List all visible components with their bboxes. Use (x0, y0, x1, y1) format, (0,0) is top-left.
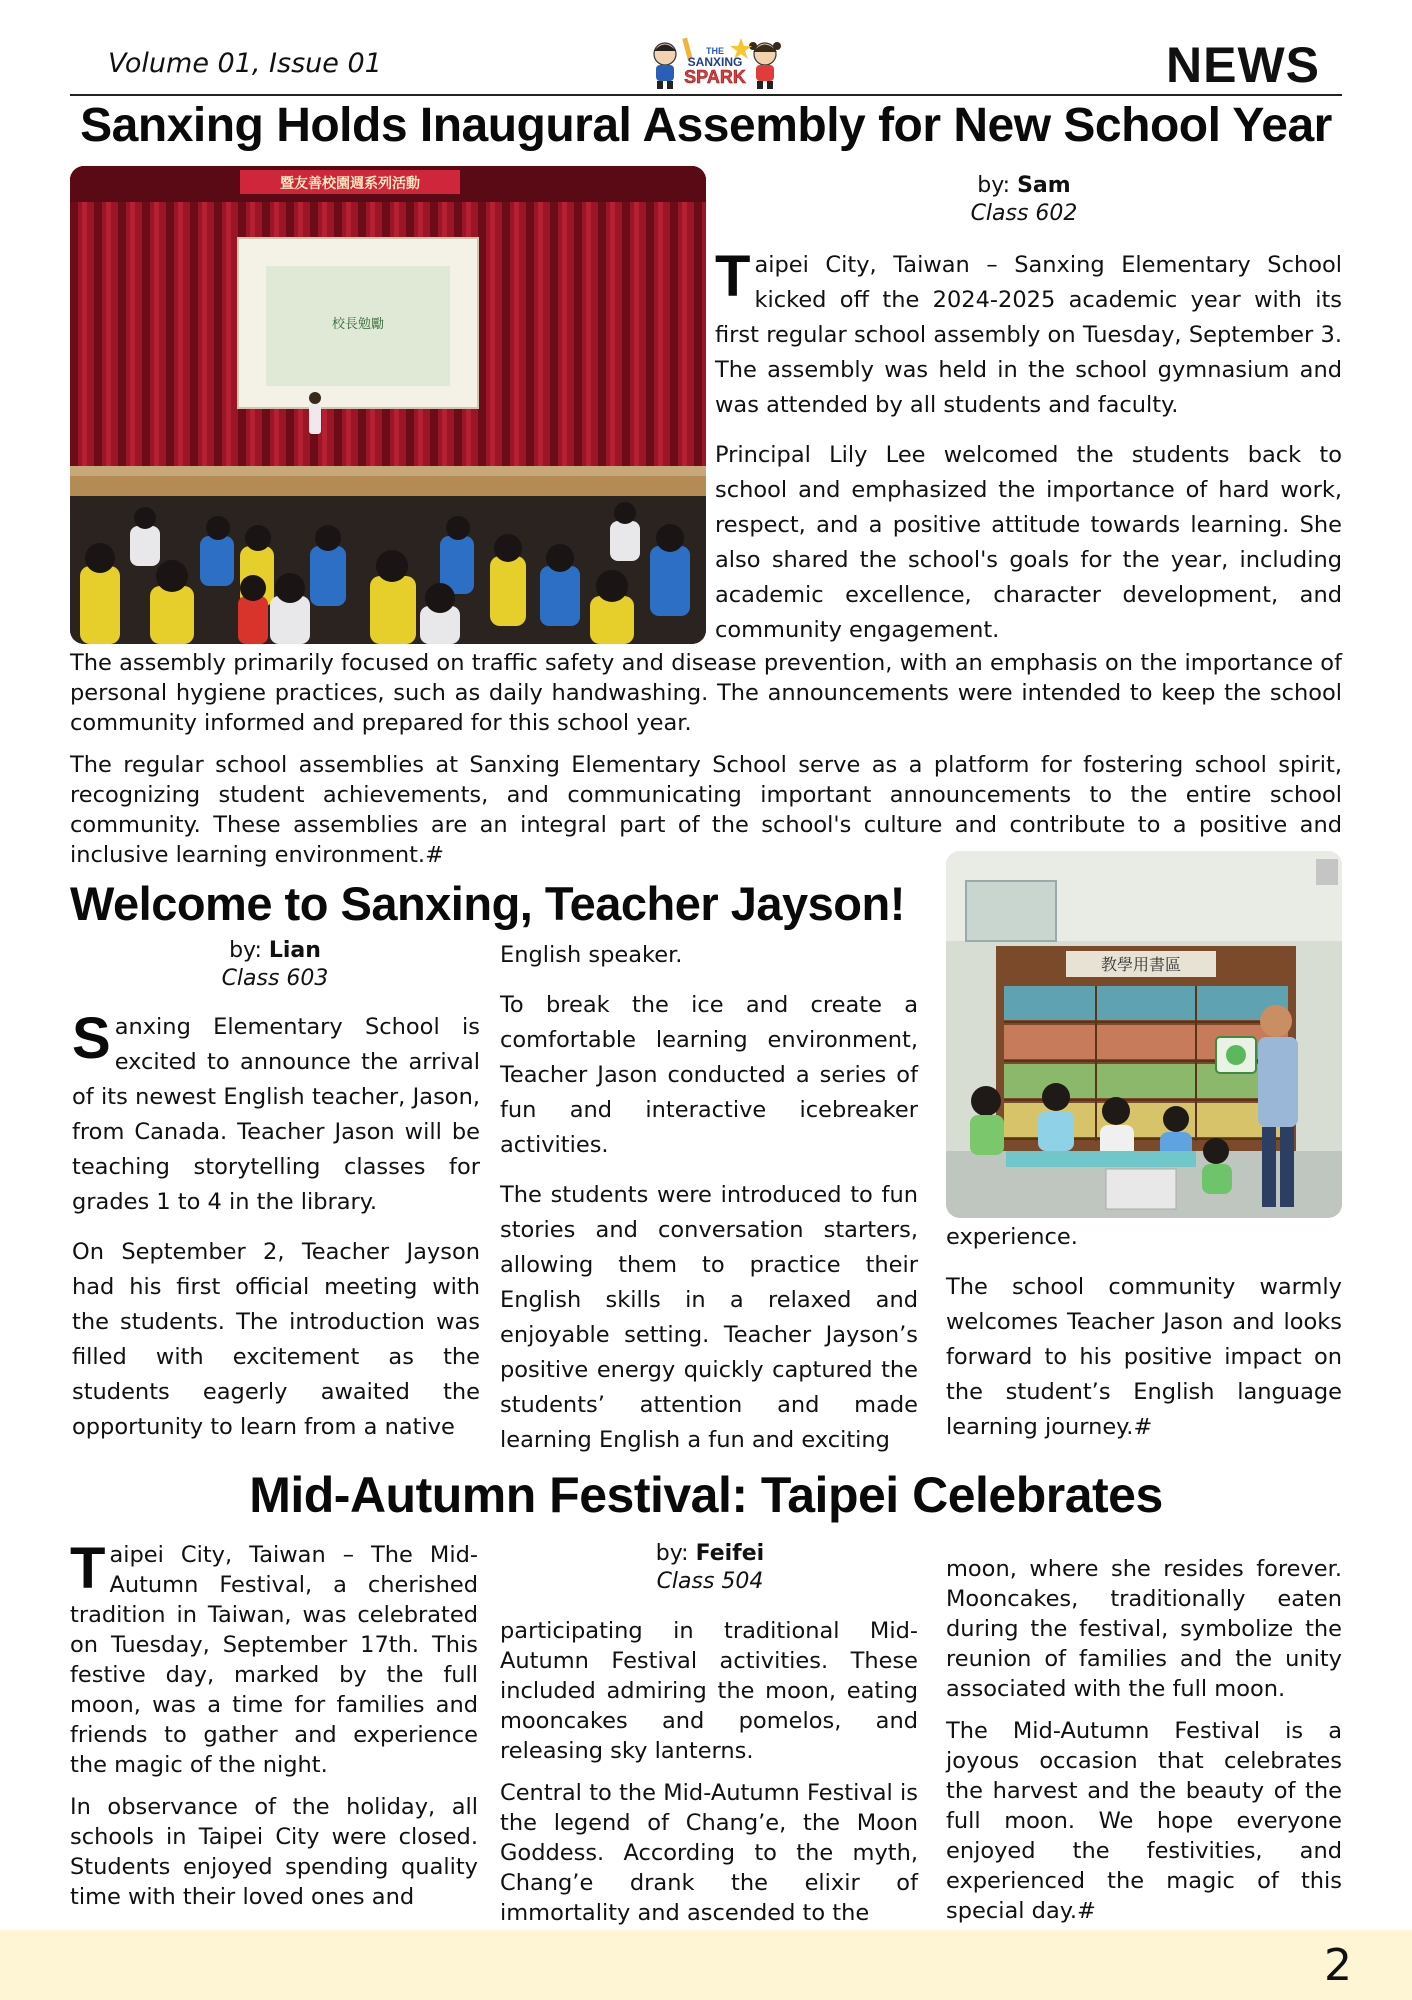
screen-text: 校長勉勵 (331, 317, 385, 332)
article1-paragraph-3: The assembly primarily focused on traffic safety and disease prevention, with an emphasis on the importance of personal hygiene practices, such as daily handwashing. The announcements were intended to keep the school community informed and prepared for this school year. (70, 650, 1342, 736)
article2-paragraph-3: To break the ice and create a comfortable learning environment, Teacher Jason conducted a series of fun and interactive icebreaker activities. (500, 992, 918, 1158)
article1-paragraph-2: Principal Lily Lee welcomed the students back to school and emphasized the importance of hard work, respect, and a positive attitude towards learning. She also shared the school's goals for the year, including academic excellence, character development, and community engagement. (715, 442, 1342, 643)
article1-author: Sam (1017, 173, 1071, 198)
article2-headline: Welcome to Sanxing, Teacher Jayson! (70, 877, 905, 930)
article3-column-1 (70, 1536, 478, 1924)
article2-paragraph-1: Sanxing Elementary School is excited to announce the arrival of its newest English teacher, Jason, from Canada. Teacher Jason will be teaching storytelling classes for grades 1 to 4 in the library. (72, 1006, 480, 1215)
article2-column-2 (500, 938, 918, 1473)
article3-column-2 (500, 1616, 918, 1940)
article1-byline: by: Sam Class 602 (706, 172, 1342, 228)
library-photo (946, 851, 1342, 1218)
article2-column-3 (946, 1220, 1342, 1460)
article1-dropcap: T (715, 244, 751, 309)
the-sanxing-spark-logo (645, 34, 785, 92)
article3-author: Feifei (695, 1541, 765, 1566)
article3-paragraph-3-cont: moon, where she resides forever. Mooncakes, traditionally eaten during the festival, symbolize the reunion of families and the unity associated with the full moon. (946, 1556, 1342, 1702)
article1-class: Class 602 (970, 201, 1078, 226)
article2-class: Class 603 (221, 966, 329, 991)
assembly-photo-illustration (70, 166, 706, 644)
article1-body-full (70, 648, 1342, 882)
article3-paragraph-2: In observance of the holiday, all schools in Taipei City were closed. Students enjoyed spending quality time with their loved ones and (70, 1794, 478, 1910)
article2-paragraph-4-cont: experience. (946, 1224, 1078, 1250)
article2-author: Lian (268, 938, 321, 963)
page-header (70, 28, 1342, 96)
article2-paragraph-2: On September 2, Teacher Jayson had his first official meeting with the students. The introduction was filled with excitement as the students eagerly awaited the opportunity to learn from a native (72, 1239, 480, 1440)
article3-paragraph-2-cont: participating in traditional Mid-Autumn Festival activities. These included admiring the moon, eating mooncakes and pomelos, and releasing sky lanterns. (500, 1618, 918, 1764)
article3-column-3 (946, 1554, 1342, 1938)
article3-byline: by: Feifei Class 504 (500, 1540, 920, 1596)
article1-paragraph-1: Taipei City, Taiwan – Sanxing Elementary School kicked off the 2024-2025 academic year with its first regular school assembly on Tuesday, September 3. The assembly was held in the school gymnasium and was attended by all students and faculty. (715, 244, 1342, 418)
student-crowd (70, 496, 706, 644)
article3-dropcap: T (70, 1536, 106, 1601)
svg-text:SPARK: SPARK (684, 67, 746, 87)
article2-paragraph-5: The school community warmly welcomes Teacher Jason and looks forward to his positive impact on the student’s English language learning journey.# (946, 1274, 1342, 1440)
article2-column-1 (72, 1006, 480, 1460)
article3-paragraph-1: Taipei City, Taiwan – The Mid-Autumn Festival, a cherished tradition in Taiwan, was celebrated on Tuesday, September 17th. This festive day, marked by the full moon, was a time for families and friends to gather and experience the magic of the night. (70, 1536, 478, 1778)
article3-paragraph-3: Central to the Mid-Autumn Festival is the legend of Chang’e, the Moon Goddess. According to the myth, Chang’e drank the elixir of immortality and ascended to the (500, 1780, 918, 1926)
article1-body-right (715, 244, 1342, 663)
section-title: NEWS (1166, 37, 1320, 93)
article3-class: Class 504 (656, 1569, 764, 1594)
article2-paragraph-2-cont: English speaker. (500, 942, 683, 968)
article2-paragraph-4: The students were introduced to fun stories and conversation starters, allowing them to practice their English skills in a relaxed and enjoyable setting. Teacher Jayson’s positive energy quickly captured the students’ attention and made learning English a fun and exciting (500, 1182, 918, 1453)
page-footer (0, 1930, 1412, 2000)
article1-headline: Sanxing Holds Inaugural Assembly for New School Year (80, 99, 1332, 152)
article2-byline: by: Lian Class 603 (70, 937, 480, 993)
page-number: 2 (1324, 1940, 1352, 1991)
article2-dropcap: S (72, 1006, 111, 1071)
article3-headline: Mid-Autumn Festival: Taipei Celebrates (249, 1467, 1163, 1523)
library-photo-illustration (946, 851, 1342, 1218)
volume-issue: Volume 01, Issue 01 (108, 48, 382, 79)
banner-text: 暨友善校園週系列活動 (280, 176, 420, 192)
library-sign-text: 教學用書區 (1100, 955, 1182, 974)
svg-text:THE: THE (706, 46, 724, 56)
assembly-photo (70, 166, 706, 644)
svg-text:SANXING: SANXING (687, 55, 743, 69)
article3-paragraph-4: The Mid-Autumn Festival is a joyous occasion that celebrates the harvest and the beauty of the full moon. We hope everyone enjoyed the festivities, and experienced the magic of this special day.# (946, 1718, 1342, 1924)
article1-paragraph-4: The regular school assemblies at Sanxing Elementary School serve as a platform for fostering school spirit, recognizing student achievements, and communicating important announcements to the entire school community. These assemblies are an integral part of the school's culture and contribute to a positive and inclusive learning environment.# (70, 752, 1342, 868)
